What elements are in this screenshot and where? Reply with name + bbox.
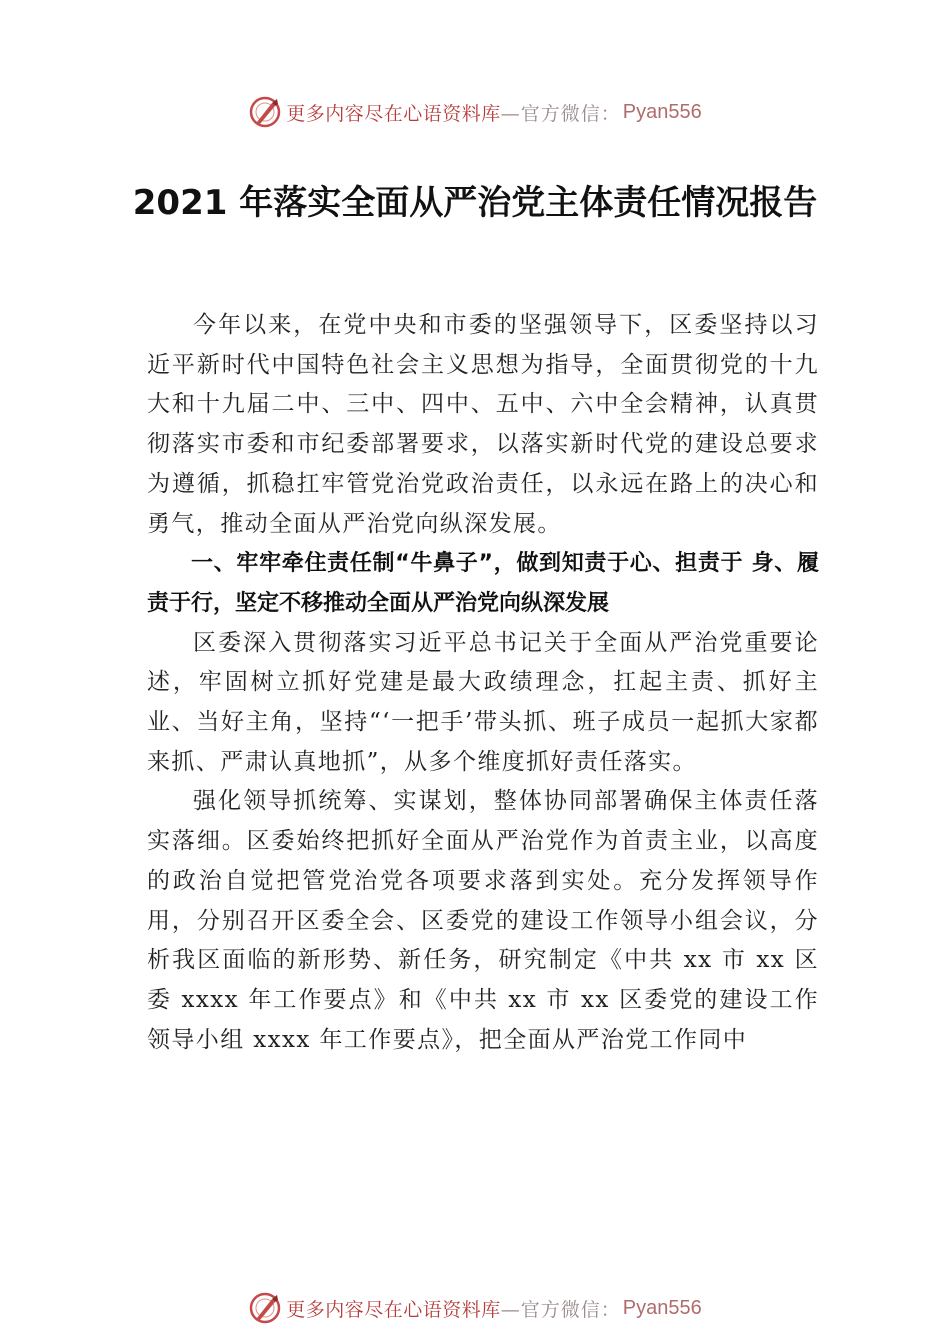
document-body [147, 306, 819, 1060]
wechat-id: Pyan556 [622, 1296, 702, 1319]
pen-nib-seal-icon [248, 95, 282, 129]
document-title: 2021 年落实全面从严治党主体责任情况报告 [132, 183, 818, 223]
paragraph-responsibility: 区委深入贯彻落实习近平总书记关于全面从严治党重要论述，牢固树立抓好党建是最大政绩理念，扛起主责、抓好主业、当好主角，坚持“‘一把手’带头抓、班子成员一起抓大家都来抓、严肃认真地抓”，从多个维度抓好责任落实。 [147, 629, 819, 775]
pen-nib-seal-icon [248, 1291, 282, 1325]
section-heading-1: 一、牢牢牵住责任制“牛鼻子”，做到知责于心、担责于 身、履责于行，坚定不移推动全面从严治党向纵深发展 [147, 551, 819, 616]
header-banner [0, 92, 950, 132]
footer-banner [0, 1288, 950, 1328]
paragraph-intro: 今年以来，在党中央和市委的坚强领导下，区委坚持以习近平新时代中国特色社会主义思想为指导，全面贯彻党的十九大和十九届二中、三中、四中、五中、六中全会精神，认真贯彻落实市委和市纪委部署要求，以落实新时代党的建设总要求为遵循，抓稳扛牢管党治党政治责任，以永远在路上的决心和勇气，推动全面从严治党向纵深发展。 [147, 312, 819, 537]
official-wechat-label: —官方微信： [500, 102, 621, 125]
wechat-id: Pyan556 [622, 100, 702, 123]
brand-text: 更多内容尽在心语资料库 [286, 102, 501, 125]
brand-text: 更多内容尽在心语资料库 [286, 1298, 501, 1321]
official-wechat-label: —官方微信： [500, 1298, 621, 1321]
paragraph-leadership: 强化领导抓统筹、实谋划，整体协同部署确保主体责任落实落细。区委始终把抓好全面从严治党作为首责主业，以高度的政治自觉把管党治党各项要求落到实处。充分发挥领导作用，分别召开区委全会、区委党的建设工作领导小组会议，分析我区面临的新形势、新任务，研究制定《中共 xx 市 xx 区委 xxxx 年工作要点》和《中共 xx 市 xx 区委党的建设工作领导小组 xxxx 年工作要点》，把全面从严治党工作同中 [147, 788, 819, 1053]
